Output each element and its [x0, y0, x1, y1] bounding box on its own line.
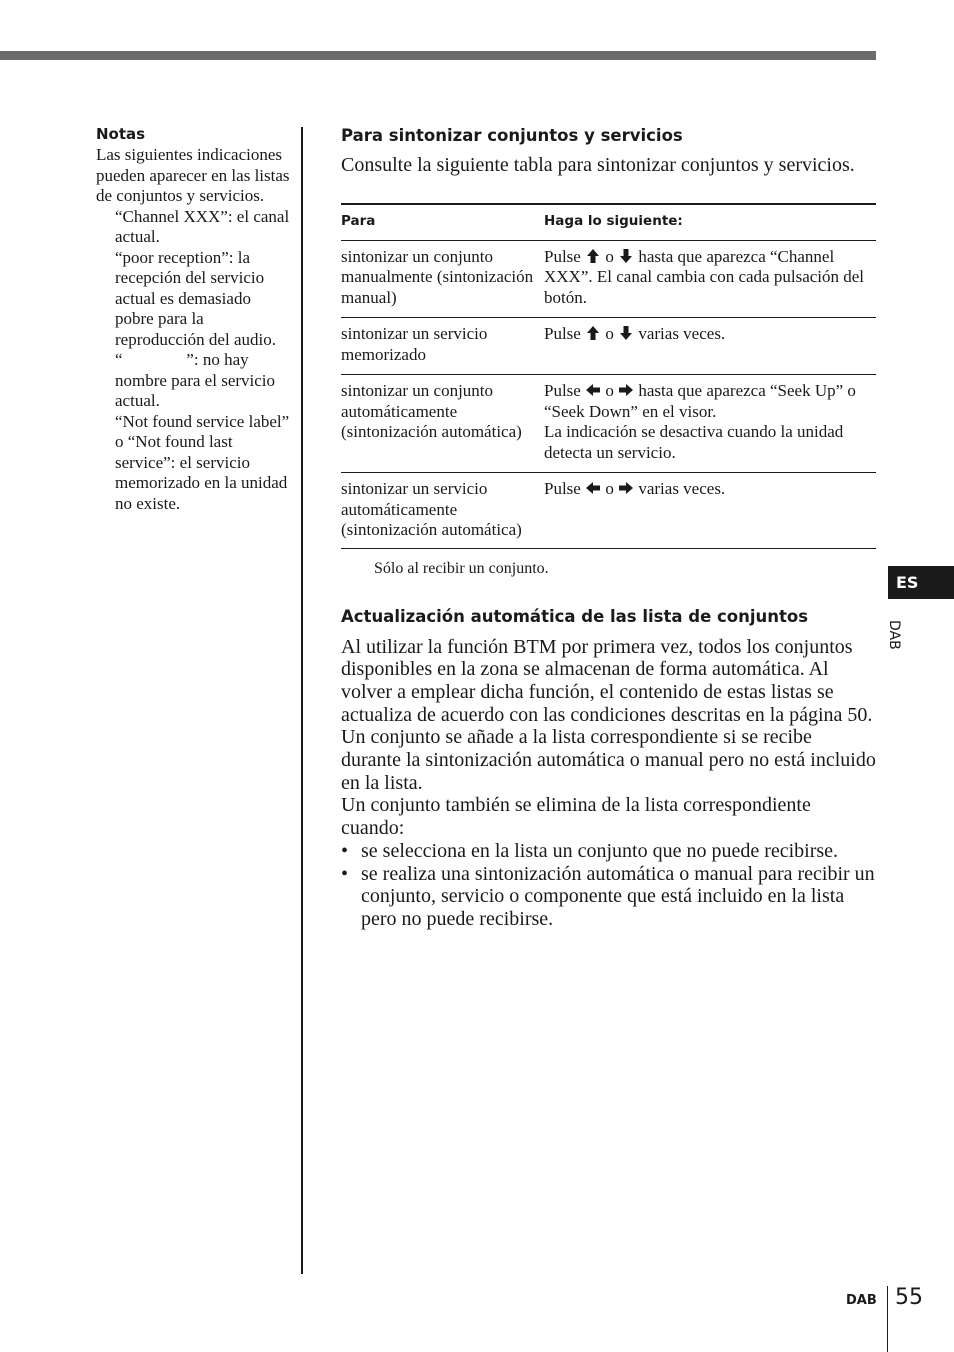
table-row [341, 473, 876, 549]
notes-column [96, 124, 292, 514]
table-cell-para [341, 318, 544, 375]
section-side-label-text: DAB [886, 620, 902, 650]
table-cell-para [341, 375, 544, 473]
cell-text: Pulse [544, 246, 581, 266]
arrow-left-icon [585, 382, 601, 398]
cell-text: sintonizar un servicio automáticamente (sintonización automática) [341, 479, 522, 539]
notes-item: “Not found service label” o “Not found last service”: el servicio memorizado en la unidad no existe. [115, 411, 290, 513]
arrow-left-icon [585, 480, 601, 496]
notes-intro: Las siguientes indicaciones pueden aparecer en las listas de conjuntos y servicios. [96, 145, 290, 205]
cell-text: Pulse [544, 381, 581, 400]
table-header-cell: Para [341, 204, 544, 240]
tuning-table [341, 203, 876, 549]
list-item [341, 863, 876, 931]
top-rule [0, 51, 876, 60]
section-heading: Para sintonizar conjuntos y servicios [341, 126, 683, 145]
table-footnote: Sólo al recibir un conjunto. [374, 559, 549, 577]
bullet-symbol: • [341, 862, 349, 885]
main-column [341, 124, 876, 931]
section-side-label [880, 620, 910, 660]
notes-item: “Channel XXX”: el canal actual. [115, 206, 290, 246]
paragraph: Un conjunto se añade a la lista correspondiente si se recibe durante la sintonización automática o manual pero no está incluido en la lista. [341, 726, 876, 794]
list-item [341, 840, 876, 863]
cell-text: Pulse [544, 324, 581, 343]
list-item-text: se selecciona en la lista un conjunto que no puede recibirse. [361, 839, 839, 862]
cell-text: La indicación se desactiva cuando la unidad detecta un servicio. [544, 422, 844, 462]
cell-text: varias veces. [638, 479, 726, 498]
section-body [341, 636, 876, 931]
cell-text: o [605, 381, 614, 400]
paragraph: Al utilizar la función BTM por primera vez, todos los conjuntos disponibles en la zona se almacenan de forma automática. Al volver a emplear dicha función, el contenido de estas listas se actualiza de acuerdo con las condiciones descritas en la página 50. [341, 635, 873, 726]
column-divider [301, 127, 303, 1274]
table-row [341, 240, 876, 318]
table-cell-para [341, 473, 544, 549]
section-lead: Consulte la siguiente tabla para sintonizar conjuntos y servicios. [341, 154, 855, 176]
language-tab: ES [888, 566, 954, 599]
arrow-down-icon [618, 325, 634, 341]
arrow-up-icon [585, 248, 601, 264]
cell-text: Pulse [544, 479, 581, 498]
paragraph: Un conjunto también se elimina de la lista correspondiente cuando: [341, 794, 811, 840]
arrow-down-icon [618, 248, 634, 264]
cell-text: varias veces. [638, 324, 726, 343]
notes-item: “ ”: no hay nombre para el servicio actual. [115, 350, 280, 410]
arrow-up-icon [585, 325, 601, 341]
table-row [341, 375, 876, 473]
notes-item: “poor reception”: la recepción del servicio actual es demasiado pobre para la reproducción del audio. [115, 247, 276, 349]
bullet-symbol: • [341, 839, 349, 862]
cell-text: o [605, 479, 614, 498]
footer-label: DAB [846, 1293, 877, 1308]
table-cell-action [544, 240, 876, 318]
table-cell-action [544, 318, 876, 375]
notes-title: Notas [96, 125, 146, 143]
section-heading: Actualización automática de las lista de conjuntos [341, 606, 809, 626]
table-cell-para [341, 240, 544, 318]
table-row [341, 318, 876, 375]
cell-text: sintonizar un conjunto automáticamente (sintonización automática) [341, 381, 522, 441]
table-header-cell: Haga lo siguiente: [544, 204, 876, 240]
cell-text: o [605, 324, 614, 343]
cell-text: o [605, 246, 614, 266]
footer-rule [887, 1286, 888, 1352]
cell-text: hasta que aparezca “Seek Up” o “Seek Down” en el visor. [544, 381, 856, 421]
table-cell-action [544, 375, 876, 473]
cell-text: sintonizar un conjunto manualmente (sintonización manual) [341, 246, 534, 307]
arrow-right-icon [618, 382, 634, 398]
page-number: 55 [895, 1285, 923, 1310]
arrow-right-icon [618, 480, 634, 496]
table-header-row [341, 204, 876, 240]
cell-text: sintonizar un servicio memorizado [341, 324, 488, 364]
table-cell-action [544, 473, 876, 549]
cell-text: hasta que aparezca “Channel XXX”. El canal cambia con cada pulsación del botón. [544, 246, 865, 307]
list-item-text: se realiza una sintonización automática o manual para recibir un conjunto, servicio o componente que está incluido en la lista pero no puede recibirse. [361, 862, 875, 930]
